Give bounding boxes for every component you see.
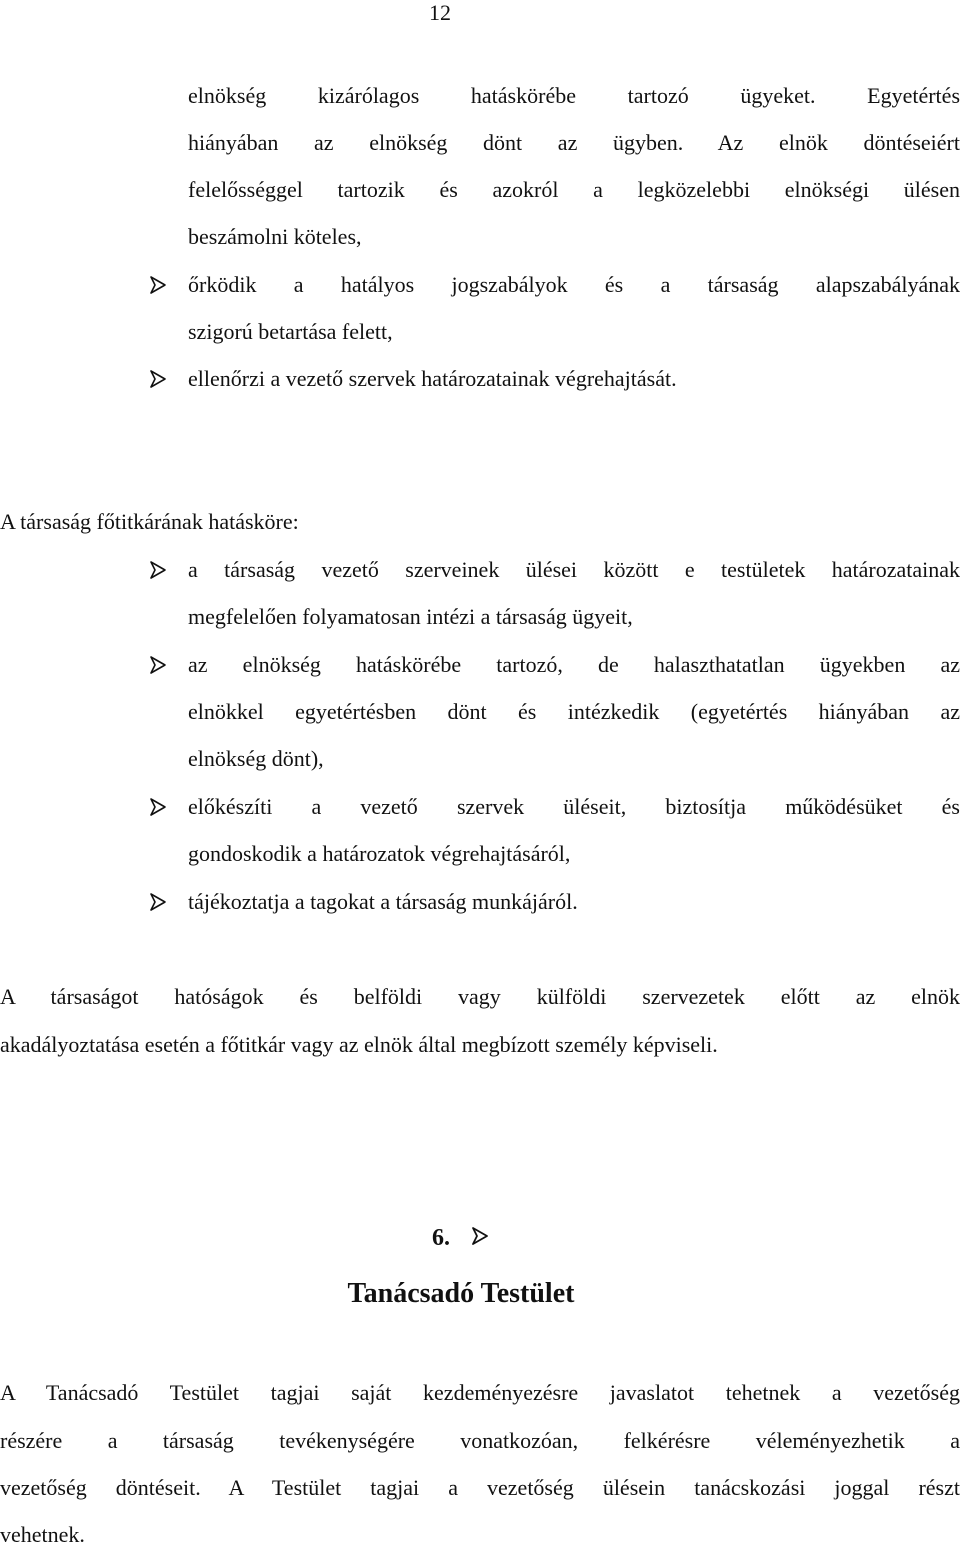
list-item-text: a társaság vezető szerveinek ülései között e testületek határozatainak <box>188 557 960 582</box>
list-item-text: őrködik a hatályos jogszabályok és a társaság alapszabályának <box>188 272 960 297</box>
text-line: A Tanácsadó Testület tagjai saját kezdeményezésre javaslatot tehetnek a vezetőség <box>0 1380 960 1405</box>
text-line: hiányában az elnökség dönt az ügyben. Az elnök döntéseiért <box>188 130 960 155</box>
arrow-bullet-icon <box>148 275 168 295</box>
arrow-bullet-icon <box>470 1226 490 1246</box>
text-line: elnökség dönt), <box>188 746 324 771</box>
paragraph-heading: A társaság főtitkárának hatásköre: <box>0 509 299 534</box>
text-line: szigorú betartása felett, <box>188 319 393 344</box>
text-line: gondoskodik a határozatok végrehajtásáról, <box>188 841 571 866</box>
list-item <box>148 886 960 918</box>
list-item <box>148 649 960 681</box>
list-item <box>148 269 960 301</box>
list-item <box>148 791 960 823</box>
text-line: A társaságot hatóságok és belföldi vagy külföldi szervezetek előtt az elnök <box>0 984 960 1009</box>
list-item <box>148 554 960 586</box>
text-line: felelősséggel tartozik és azokról a legközelebbi elnökségi ülésen <box>188 177 960 202</box>
section-title: Tanácsadó Testület <box>347 1278 575 1309</box>
text-line: vehetnek. <box>0 1522 85 1547</box>
arrow-bullet-icon <box>148 892 168 912</box>
text-line: beszámolni köteles, <box>188 224 362 249</box>
arrow-bullet-icon <box>148 797 168 817</box>
section-number: 6. <box>432 1225 450 1251</box>
text-line: elnökkel egyetértésben dönt és intézkedik (egyetértés hiányában az <box>188 699 960 724</box>
text-line: megfelelően folyamatosan intézi a társaság ügyeit, <box>188 604 633 629</box>
list-item-text: ellenőrzi a vezető szervek határozatainak végrehajtását. <box>188 366 677 391</box>
arrow-bullet-icon <box>148 560 168 580</box>
arrow-bullet-icon <box>148 655 168 675</box>
list-item <box>148 363 960 395</box>
page-number: 12 <box>429 0 451 25</box>
list-item-text: az elnökség hatáskörébe tartozó, de halaszthatatlan ügyekben az <box>188 652 960 677</box>
list-item-text: tájékoztatja a tagokat a társaság munkájáról. <box>188 889 578 914</box>
text-line: elnökség kizárólagos hatáskörébe tartozó ügyeket. Egyetértés <box>188 83 960 108</box>
text-line: részére a társaság tevékenységére vonatkozóan, felkérésre véleményezhetik a <box>0 1428 960 1453</box>
arrow-bullet-icon <box>148 369 168 389</box>
text-line: akadályoztatása esetén a főtitkár vagy az elnök által megbízott személy képviseli. <box>0 1032 718 1057</box>
list-item-text: előkészíti a vezető szervek üléseit, biztosítja működésüket és <box>188 794 960 819</box>
text-line: vezetőség döntéseit. A Testület tagjai a vezetőség ülésein tanácskozási joggal részt <box>0 1475 960 1500</box>
